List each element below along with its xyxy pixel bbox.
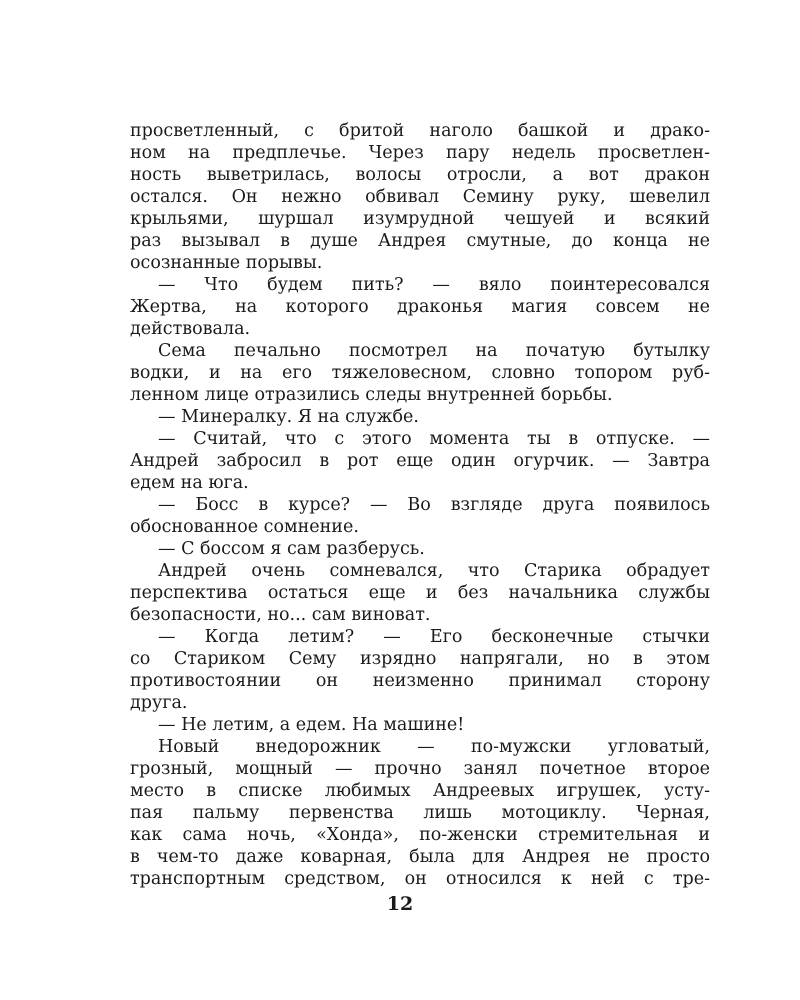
text-line: безопасности, но... сам виноват. xyxy=(130,605,431,625)
text-line: действовала. xyxy=(130,319,251,339)
text-line: ном на предплечье. Через пару недель просветлен- xyxy=(130,143,710,163)
text-line: остался. Он нежно обвивал Семину руку, шевелил xyxy=(130,187,710,207)
text-line: осознанные порывы. xyxy=(130,253,323,273)
text-line: грозный, мощный — прочно занял почетное второе xyxy=(130,759,710,779)
text-line: крыльями, шуршал изумрудной чешуей и всякий xyxy=(130,209,710,229)
text-line: — Минералку. Я на службе. xyxy=(158,407,419,427)
text-line: — Босс в курсе? — Во взгляде друга появилось xyxy=(158,495,710,515)
text-line: Новый внедорожник — по-мужски угловатый, xyxy=(158,737,710,757)
text-line: со Стариком Сему изрядно напрягали, но в этом xyxy=(130,649,710,669)
text-line: друга. xyxy=(130,693,188,713)
text-line: — С боссом я сам разберусь. xyxy=(158,539,425,559)
text-line: Андрей очень сомневался, что Старика обрадует xyxy=(158,561,710,581)
text-line: — Не летим, а едем. На машине! xyxy=(158,715,465,735)
text-line: как сама ночь, «Хонда», по-женски стремительная и xyxy=(130,825,710,845)
text-line: Жертва, на которого драконья магия совсем не xyxy=(130,297,710,317)
text-line: обоснованное сомнение. xyxy=(130,517,359,537)
text-line: место в списке любимых Андреевых игрушек, усту- xyxy=(130,781,710,801)
text-line: Сема печально посмотрел на початую бутылку xyxy=(158,341,710,361)
text-line: ленном лице отразились следы внутренней борьбы. xyxy=(130,385,613,405)
text-line: перспектива остаться еще и без начальника службы xyxy=(130,583,710,603)
text-line: раз вызывал в душе Андрея смутные, до конца не xyxy=(130,231,710,251)
text-line: — Когда летим? — Его бесконечные стычки xyxy=(158,627,710,647)
text-line: просветленный, с бритой наголо башкой и драко- xyxy=(130,121,710,141)
body-text xyxy=(130,120,710,890)
text-line: Андрей забросил в рот еще один огурчик. — Завтра xyxy=(130,451,710,471)
text-line: водки, и на его тяжеловесном, словно топором руб- xyxy=(130,363,710,383)
text-line: — Что будем пить? — вяло поинтересовался xyxy=(158,275,710,295)
page-number: 12 xyxy=(386,893,414,915)
text-line: в чем-то даже коварная, была для Андрея не просто xyxy=(130,847,710,867)
text-line: — Считай, что с этого момента ты в отпуске. — xyxy=(158,429,710,449)
text-line: пая пальму первенства лишь мотоциклу. Черная, xyxy=(130,803,710,823)
text-line: противостоянии он неизменно принимал сторону xyxy=(130,671,710,691)
text-line: ность выветрилась, волосы отросли, а вот дракон xyxy=(130,165,710,185)
text-line: транспортным средством, он относился к ней с тре- xyxy=(130,869,710,889)
text-line: едем на юга. xyxy=(130,473,249,493)
